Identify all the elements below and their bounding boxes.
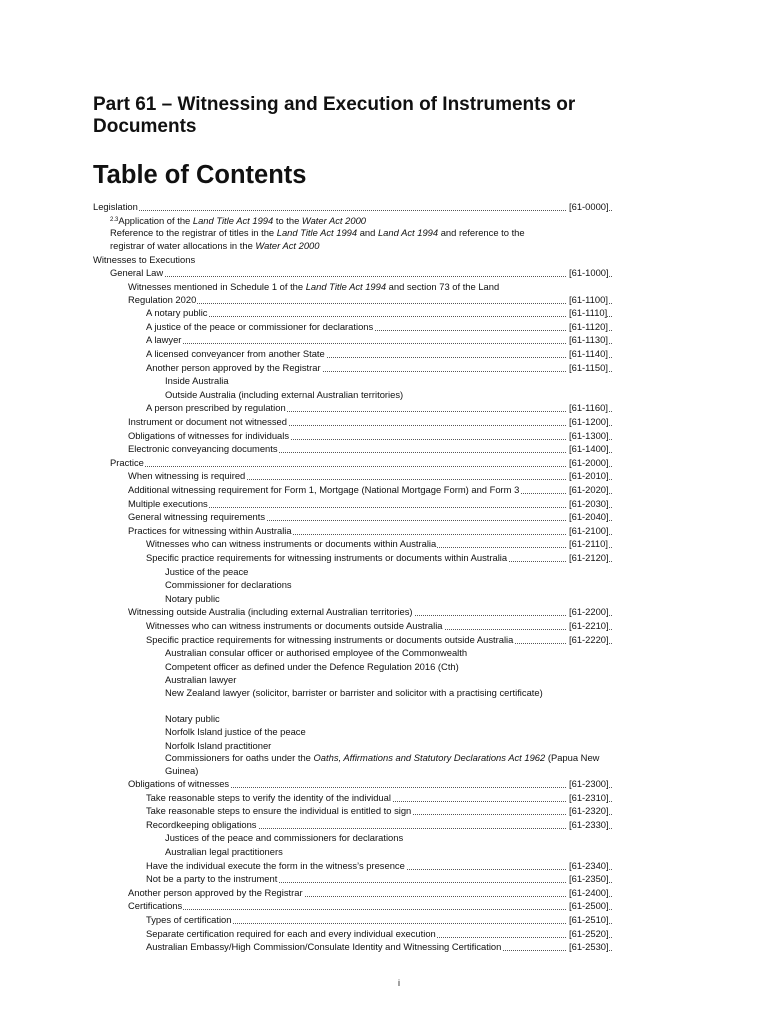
toc-entry-label: Reference to the registrar of titles in the Land Title Act 1994 and Land Act 1994 and reference to the registrar of water allocations in the Water Act 2000: [110, 227, 525, 251]
toc-entry[interactable]: [0, 687, 770, 699]
toc-entry-reference: [61-2530]: [569, 941, 609, 953]
toc-entry[interactable]: [0, 660, 770, 674]
toc-entry-label: A lawyer: [146, 334, 182, 346]
toc-entry-label: A justice of the peace or commissioner for declarations: [146, 320, 374, 332]
toc-entry[interactable]: [0, 804, 770, 818]
toc-leader-dots: [110, 266, 612, 277]
toc-entry-label: Notary public: [165, 712, 220, 724]
toc-entry-reference: [61-2520]: [569, 927, 609, 939]
toc-entry[interactable]: [0, 646, 770, 660]
toc-entry-label: Obligations of witnesses for individuals: [128, 429, 290, 441]
toc-entry[interactable]: [0, 483, 770, 497]
toc-entry-reference: [61-2040]: [569, 511, 609, 523]
toc-entry-label: A licensed conveyancer from another State: [146, 348, 325, 359]
toc-entry-reference: [61-2350]: [569, 873, 609, 885]
toc-entry-reference: [61-2020]: [569, 484, 609, 495]
toc-entry[interactable]: [0, 899, 770, 913]
toc-entry-label: Australian lawyer: [165, 674, 237, 686]
toc-entry-reference: [61-1300]: [569, 429, 609, 441]
toc-entry-reference: [61-0000]: [569, 201, 609, 212]
toc-entry-label: Commissioner for declarations: [165, 579, 292, 591]
toc-entry[interactable]: [0, 739, 770, 753]
toc-entry-label: Justice of the peace: [165, 565, 249, 577]
toc-entry[interactable]: [0, 633, 770, 647]
toc-entry-reference: [61-1100]: [569, 293, 608, 305]
toc-entry-label: Another person approved by the Registrar: [128, 886, 303, 898]
toc-entry[interactable]: [0, 510, 770, 524]
toc-entry[interactable]: [0, 913, 770, 927]
toc-entry-label: A notary public: [146, 307, 208, 319]
toc-entry[interactable]: [0, 227, 770, 252]
toc-entry[interactable]: [0, 293, 770, 307]
toc-entry[interactable]: [0, 565, 770, 579]
toc-leader-dots: [128, 293, 612, 304]
toc-entry[interactable]: [0, 469, 770, 483]
toc-entry-reference: [61-1130]: [569, 334, 608, 346]
toc-entry[interactable]: [0, 442, 770, 456]
toc-entry-reference: [61-2310]: [569, 791, 609, 803]
toc-entry-label: Norfolk Island justice of the peace: [165, 726, 306, 738]
toc-entry[interactable]: [0, 524, 770, 538]
toc-entry[interactable]: [0, 845, 770, 859]
toc-entry[interactable]: [0, 497, 770, 511]
toc-entry-label: Electronic conveyancing documents: [128, 443, 278, 455]
toc-entry[interactable]: [0, 214, 770, 228]
toc-entry-label: Not be a party to the instrument: [146, 873, 278, 885]
toc-entry-label: Practice: [110, 456, 144, 468]
toc-entry-reference: [61-1150]: [569, 361, 608, 373]
toc-entry-label: Specific practice requirements for witnessing instruments or documents within Australia: [146, 552, 508, 563]
toc-entry[interactable]: [0, 347, 770, 361]
toc-entry[interactable]: [0, 777, 770, 791]
toc-entry-reference: [61-2320]: [569, 805, 609, 817]
toc-entry-label: Witnesses mentioned in Schedule 1 of the Land Title Act 1994 and section 73 of the Land: [128, 280, 500, 292]
toc-entry-reference: [61-2030]: [569, 497, 609, 509]
toc-entry[interactable]: [0, 927, 770, 941]
toc-entry-label: Instrument or document not witnessed: [128, 416, 287, 427]
toc-entry-label: Have the individual execute the form in the witness’s presence: [146, 859, 405, 871]
toc-entry-label: General witnessing requirements: [128, 511, 266, 523]
toc-entry-label: Witnesses who can witness instruments or documents within Australia: [146, 538, 437, 550]
toc-entry-label: Practices for witnessing within Australia: [128, 524, 292, 536]
part-title: Part 61 – Witnessing and Execution of Instruments or Documents: [93, 94, 576, 137]
toc-entry-reference: [61-2330]: [569, 818, 609, 830]
toc-entry-label: Witnesses who can witness instruments or documents outside Australia: [146, 620, 443, 631]
toc-entry-reference: [61-2110]: [569, 538, 608, 550]
toc-entry[interactable]: [0, 306, 770, 320]
toc-entry-label: Certifications: [128, 900, 183, 912]
toc-title: Table of Contents: [93, 161, 307, 189]
toc-entry-label: Obligations of witnesses: [128, 778, 230, 789]
toc-entry-label: Witnesses to Executions: [93, 253, 196, 265]
toc-entry[interactable]: [0, 940, 770, 954]
toc-entry[interactable]: [0, 280, 770, 294]
toc-leader-dots: [146, 306, 612, 317]
toc-entry[interactable]: [0, 415, 770, 429]
toc-entry[interactable]: [0, 456, 770, 470]
toc-entry[interactable]: [0, 831, 770, 845]
toc-entry-reference: [61-2220]: [569, 633, 609, 645]
toc-entry[interactable]: [0, 401, 770, 415]
toc-entry[interactable]: [0, 374, 770, 388]
toc-entry-reference: [61-2010]: [569, 470, 609, 482]
toc-entry-label: Notary public: [165, 592, 220, 604]
toc-entry-label: Recordkeeping obligations: [146, 818, 257, 830]
toc-entry[interactable]: [0, 551, 770, 565]
toc-entry[interactable]: [0, 818, 770, 832]
toc-entry[interactable]: [0, 605, 770, 619]
toc-entry-label: Legislation: [93, 201, 138, 212]
toc-entry-label: Commissioners for oaths under the Oaths, Affirmations and Statutory Declarations Act 1962 (Papua New Guinea): [165, 752, 600, 776]
toc-entry-label: Outside Australia (including external Australian territories): [165, 388, 404, 400]
toc-entry-reference: [61-1160]: [569, 402, 608, 414]
toc-entry[interactable]: [0, 429, 770, 443]
toc-entry-label: Australian legal practitioners: [165, 846, 283, 857]
toc-entry-reference: [61-2400]: [569, 886, 609, 898]
toc-leader-dots: [93, 200, 612, 211]
toc-entry-label: A person prescribed by regulation: [146, 402, 286, 414]
toc-entry[interactable]: [0, 859, 770, 873]
toc-entry-reference: [61-1400]: [569, 443, 609, 455]
toc-entry-reference: [61-2200]: [569, 606, 609, 618]
toc-entry-label: General Law: [110, 267, 164, 279]
toc-entry[interactable]: [0, 752, 770, 777]
toc-entry[interactable]: [0, 537, 770, 551]
toc-entry[interactable]: [0, 619, 770, 633]
toc-entry-reference: [61-2340]: [569, 859, 609, 871]
toc-entry[interactable]: [0, 361, 770, 375]
toc-entry-reference: [61-2120]: [569, 552, 609, 563]
toc-entry-label: Specific practice requirements for witnessing instruments or documents outside Australia: [146, 633, 514, 645]
toc-entry-label: Justices of the peace and commissioners for declarations: [165, 832, 404, 844]
toc-entry[interactable]: [0, 200, 770, 214]
toc-entry-reference: [61-1200]: [569, 416, 609, 427]
toc-entry[interactable]: [0, 712, 770, 726]
toc-entry-reference: [61-1120]: [569, 320, 608, 332]
toc-entry-label: Witnessing outside Australia (including external Australian territories): [128, 606, 413, 618]
toc-entry-label: Take reasonable steps to ensure the individual is entitled to sign: [146, 805, 412, 817]
toc-entry-reference: [61-2000]: [569, 456, 609, 468]
toc-entry-reference: [61-2510]: [569, 914, 609, 925]
page-number: i: [398, 978, 400, 988]
toc-entry[interactable]: [0, 673, 770, 687]
toc-entry-reference: [61-2300]: [569, 778, 609, 789]
toc-entry-reference: [61-2100]: [569, 524, 609, 536]
toc-entry[interactable]: [0, 791, 770, 805]
toc-entry-reference: [61-2210]: [569, 620, 609, 631]
toc-entry-label: Competent officer as defined under the Defence Regulation 2016 (Cth): [165, 660, 459, 672]
toc-entry-label: Take reasonable steps to verify the identity of the individual: [146, 791, 391, 803]
toc-entry[interactable]: [0, 333, 770, 347]
toc-entry-label: Regulation 2020: [128, 293, 197, 305]
toc-entry[interactable]: [0, 320, 770, 334]
toc-entry[interactable]: [0, 886, 770, 900]
toc-leader-dots: [128, 899, 612, 910]
toc-entry-label: Another person approved by the Registrar: [146, 361, 321, 373]
toc-entry[interactable]: [0, 388, 770, 402]
toc-entry-reference: [61-2500]: [569, 900, 609, 912]
toc-entry[interactable]: [0, 872, 770, 886]
toc-leader-dots: [146, 333, 612, 344]
toc-entry-label: $^{2.3}$Application of the Land Title Act 1994 to the Water Act 2000: [110, 214, 367, 226]
toc-entry-label: Australian Embassy/High Commission/Consulate Identity and Witnessing Certification: [146, 941, 502, 953]
toc-entry-label: Separate certification required for each and every individual execution: [146, 927, 436, 939]
toc-entry-label: When witnessing is required: [128, 470, 246, 482]
toc-entry-label: Inside Australia: [165, 375, 229, 387]
toc-leader-dots: [110, 456, 612, 467]
toc-entry-label: Australian consular officer or authorised employee of the Commonwealth: [165, 647, 468, 659]
toc-entry-label: Additional witnessing requirement for Form 1, Mortgage (National Mortgage Form) and Form 3: [128, 484, 520, 495]
toc-entry[interactable]: [0, 578, 770, 592]
toc-entry-reference: [61-1140]: [569, 348, 608, 359]
toc-entry[interactable]: [0, 253, 770, 267]
toc-entry-label: New Zealand lawyer (solicitor, barrister or barrister and solicitor with a practising certificate): [165, 687, 543, 698]
toc-entry[interactable]: [0, 266, 770, 280]
toc-entry-reference: [61-1110]: [569, 307, 608, 319]
toc-entry-label: Types of certification: [146, 914, 232, 925]
toc-entry[interactable]: [0, 592, 770, 606]
toc-entry-label: Multiple executions: [128, 497, 208, 509]
toc-entry[interactable]: [0, 725, 770, 739]
toc-entry-reference: [61-1000]: [569, 267, 609, 279]
toc-entry-label: Norfolk Island practitioner: [165, 739, 272, 751]
